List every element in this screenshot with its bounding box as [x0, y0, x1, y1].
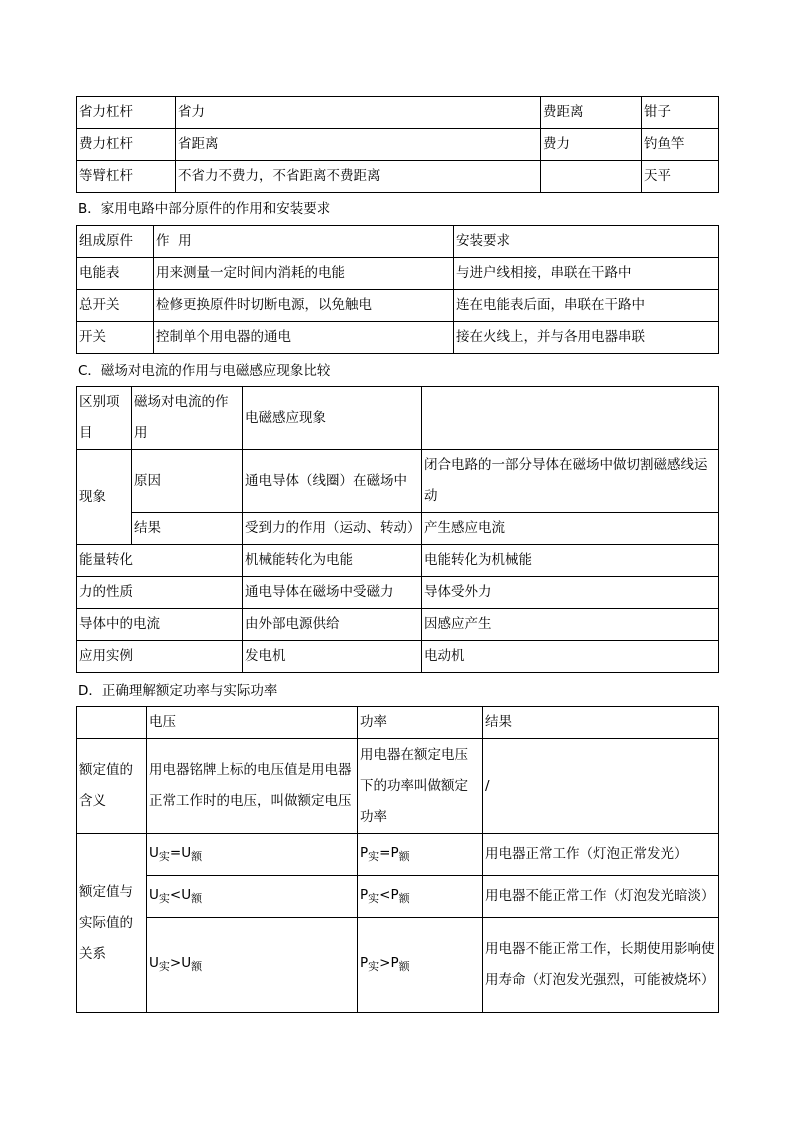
- table-cell: 电能转化为机械能: [422, 545, 719, 577]
- circuit-components-table: [76, 225, 719, 354]
- table-cell: 电能表: [77, 258, 154, 290]
- power-relation-cell: $P_实=P_额$: [358, 834, 483, 876]
- table-cell: 接在火线上，并与各用电器串联: [454, 322, 719, 354]
- table-cell: 与进户线相接，串联在干路中: [454, 258, 719, 290]
- table-cell: 连在电能表后面，串联在干路中: [454, 290, 719, 322]
- table-cell: 产生感应电流: [422, 513, 719, 545]
- table-cell: 通电导体（线圈）在磁场中: [243, 450, 422, 513]
- table-row: [77, 450, 719, 513]
- table-cell: 因感应产生: [422, 609, 719, 641]
- table-header-cell: 区别项目: [77, 387, 132, 450]
- table-cell: 省力: [176, 97, 541, 129]
- table-cell: 导体受外力: [422, 577, 719, 609]
- table-cell: [541, 161, 642, 193]
- electromagnetism-comparison-table: [76, 386, 719, 673]
- table-cell: 闭合电路的一部分导体在磁场中做切割磁感线运动: [422, 450, 719, 513]
- table-header-cell: 安装要求: [454, 226, 719, 258]
- table-cell: 用来测量一定时间内消耗的电能: [154, 258, 454, 290]
- table-cell: 省力杠杆: [77, 97, 176, 129]
- table-cell: 力的性质: [77, 577, 243, 609]
- table-cell: 总开关: [77, 290, 154, 322]
- table-header-row: [77, 226, 719, 258]
- table-cell: 额定值的含义: [77, 739, 147, 834]
- table-row: [77, 129, 719, 161]
- table-cell: 发电机: [243, 641, 422, 673]
- table-cell: 电动机: [422, 641, 719, 673]
- rated-power-table: [76, 706, 719, 1013]
- table-row: [77, 258, 719, 290]
- table-row: [77, 513, 719, 545]
- section-d-title: D．正确理解额定功率与实际功率: [78, 683, 278, 699]
- table-row: [77, 739, 719, 834]
- table-cell: 结果: [132, 513, 243, 545]
- voltage-relation-cell: $U_实=U_额$: [147, 834, 358, 876]
- table-header-row: [77, 707, 719, 739]
- table-row: [77, 577, 719, 609]
- table-header-cell: [77, 707, 147, 739]
- table-cell: 等臂杠杆: [77, 161, 176, 193]
- table-cell: 省距离: [176, 129, 541, 161]
- table-cell: 额定值与实际值的关系: [77, 834, 147, 1013]
- lever-table: [76, 96, 719, 193]
- table-row: [77, 876, 719, 918]
- table-cell: 用电器正常工作（灯泡正常发光）: [483, 834, 719, 876]
- voltage-relation-cell: $U_实<U_额$: [147, 876, 358, 918]
- table-cell: 费力: [541, 129, 642, 161]
- power-relation-cell: $P_实>P_额$: [358, 918, 483, 1013]
- table-header-cell: 磁场对电流的作用: [132, 387, 243, 450]
- section-b-title: B．家用电路中部分原件的作用和安装要求: [78, 201, 331, 217]
- power-relation-cell: $P_实<P_额$: [358, 876, 483, 918]
- table-row: [77, 918, 719, 1013]
- table-header-row: [77, 387, 719, 450]
- table-row: [77, 290, 719, 322]
- table-cell: 钳子: [642, 97, 719, 129]
- table-cell: 费力杠杆: [77, 129, 176, 161]
- table-row: [77, 641, 719, 673]
- table-cell: 不省力不费力，不省距离不费距离: [176, 161, 541, 193]
- table-row: [77, 834, 719, 876]
- table-cell: 用电器不能正常工作，长期使用影响使用寿命（灯泡发光强烈，可能被烧坏）: [483, 918, 719, 1013]
- table-cell: 开关: [77, 322, 154, 354]
- table-cell: 天平: [642, 161, 719, 193]
- table-header-cell: 功率: [358, 707, 483, 739]
- table-header-cell: 电磁感应现象: [243, 387, 422, 450]
- table-cell: /: [483, 739, 719, 834]
- table-cell: 钓鱼竿: [642, 129, 719, 161]
- table-row: [77, 545, 719, 577]
- table-row: [77, 322, 719, 354]
- table-cell: 由外部电源供给: [243, 609, 422, 641]
- table-header-cell: [422, 387, 719, 450]
- voltage-relation-cell: $U_实>U_额$: [147, 918, 358, 1013]
- table-cell: 机械能转化为电能: [243, 545, 422, 577]
- table-cell: 受到力的作用（运动、转动）: [243, 513, 422, 545]
- table-cell: 导体中的电流: [77, 609, 243, 641]
- table-cell: 原因: [132, 450, 243, 513]
- table-cell: 用电器在额定电压下的功率叫做额定功率: [358, 739, 483, 834]
- table-cell: 应用实例: [77, 641, 243, 673]
- table-header-cell: 组成原件: [77, 226, 154, 258]
- table-header-cell: 电压: [147, 707, 358, 739]
- table-row: [77, 161, 719, 193]
- table-cell: 通电导体在磁场中受磁力: [243, 577, 422, 609]
- table-header-cell: 结果: [483, 707, 719, 739]
- table-row: [77, 97, 719, 129]
- table-row: [77, 609, 719, 641]
- table-cell: 检修更换原件时切断电源，以免触电: [154, 290, 454, 322]
- table-cell: 费距离: [541, 97, 642, 129]
- table-cell: 控制单个用电器的通电: [154, 322, 454, 354]
- table-header-cell: 作 用: [154, 226, 454, 258]
- table-cell: 用电器铭牌上标的电压值是用电器正常工作时的电压，叫做额定电压: [147, 739, 358, 834]
- table-cell: 用电器不能正常工作（灯泡发光暗淡）: [483, 876, 719, 918]
- section-c-title: C．磁场对电流的作用与电磁感应现象比较: [78, 363, 331, 379]
- table-cell: 现象: [77, 450, 132, 545]
- table-cell: 能量转化: [77, 545, 243, 577]
